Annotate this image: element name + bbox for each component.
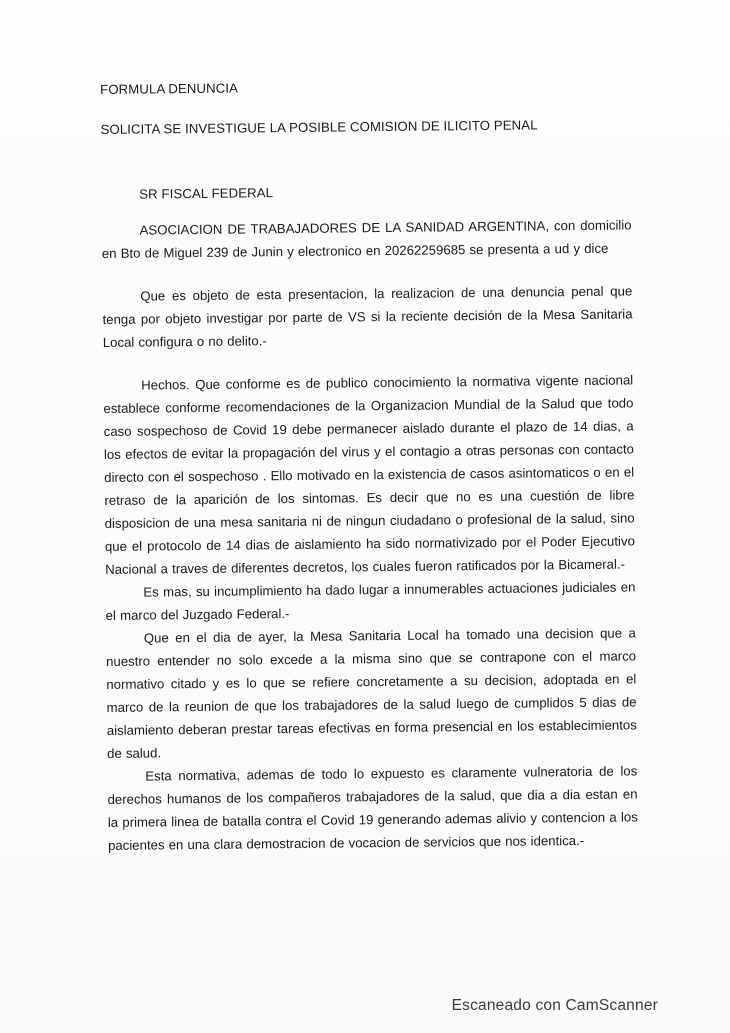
document-body xyxy=(100,72,638,857)
camscanner-watermark: Escaneado con CamScanner xyxy=(451,997,658,1014)
paragraph-es-mas: Es mas, su incumplimiento ha dado lugar a innumerables actuaciones judiciales en el marco del Juzgado Federal.- xyxy=(105,579,636,623)
paragraph-intro: ASOCIACION DE TRABAJADORES DE LA SANIDAD ARGENTINA, con domicilio en Bto de Miguel 239 de Junin y electronico en 20262259685 se presenta a ud y dice xyxy=(101,217,632,261)
paragraph-objeto: Que es objeto de esta presentacion, la realizacion de una denuncia penal que tenga por objeto investigar por parte de VS si la reciente decisión de la Mesa Sanitaria Local configura o no delito.- xyxy=(102,283,633,350)
addressee: SR FISCAL FEDERAL xyxy=(139,185,274,202)
paragraph-dia-de-ayer: Que en el dia de ayer, la Mesa Sanitaria Local ha tomado una decision que a nuestro entender no solo excede a la misma sino que se contrapone con el marco normativo citado y es lo que se refiere concretamente a su decision, adoptada en el marco de la reunion de que los trabajadores de la salud luego de cumplidos 5 dias de aislamiento deberan prestar tareas efectivas en forma presencial en los establecimientos de salud. xyxy=(106,625,637,761)
paragraph-esta-normativa: Esta normativa, ademas de todo lo expuesto es claramente vulneratoria de los derechos humanos de los compañeros trabajadores de la salud, que dia a dia estan en la primera linea de batalla contra el Covid 19 generando ademas alivio y contencion a los pacientes en una clara demostracion de vocacion de servicios que nos identica.- xyxy=(107,763,638,853)
paragraph-hechos: Hechos. Que conforme es de publico conocimiento la normativa vigente nacional establece conforme recomendaciones de la Organizacion Mundial de la Salud que todo caso sospechoso de Covid 19 debe permanecer aislado durante el plazo de 14 dias, a los efectos de evitar la propagación del virus y el contagio a otras personas con contacto directo con el sospechoso . Ello motivado en la existencia de casos asintomaticos o en el retraso de la aparición de los sintomas. Es decir que no es una cuestión de libre disposicion de una mesa sanitaria ni de ningun ciudadano o profesional de la salud, sino que el protocolo de 14 dias de aislamiento ha sido normativizado por el Poder Ejecutivo Nacional a traves de diferentes decretos, los cuales fueron ratificados por la Bicameral.- xyxy=(103,372,635,577)
document-subtitle: SOLICITA SE INVESTIGUE LA POSIBLE COMISION DE ILICITO PENAL xyxy=(100,117,538,137)
document-title: FORMULA DENUNCIA xyxy=(100,80,239,97)
